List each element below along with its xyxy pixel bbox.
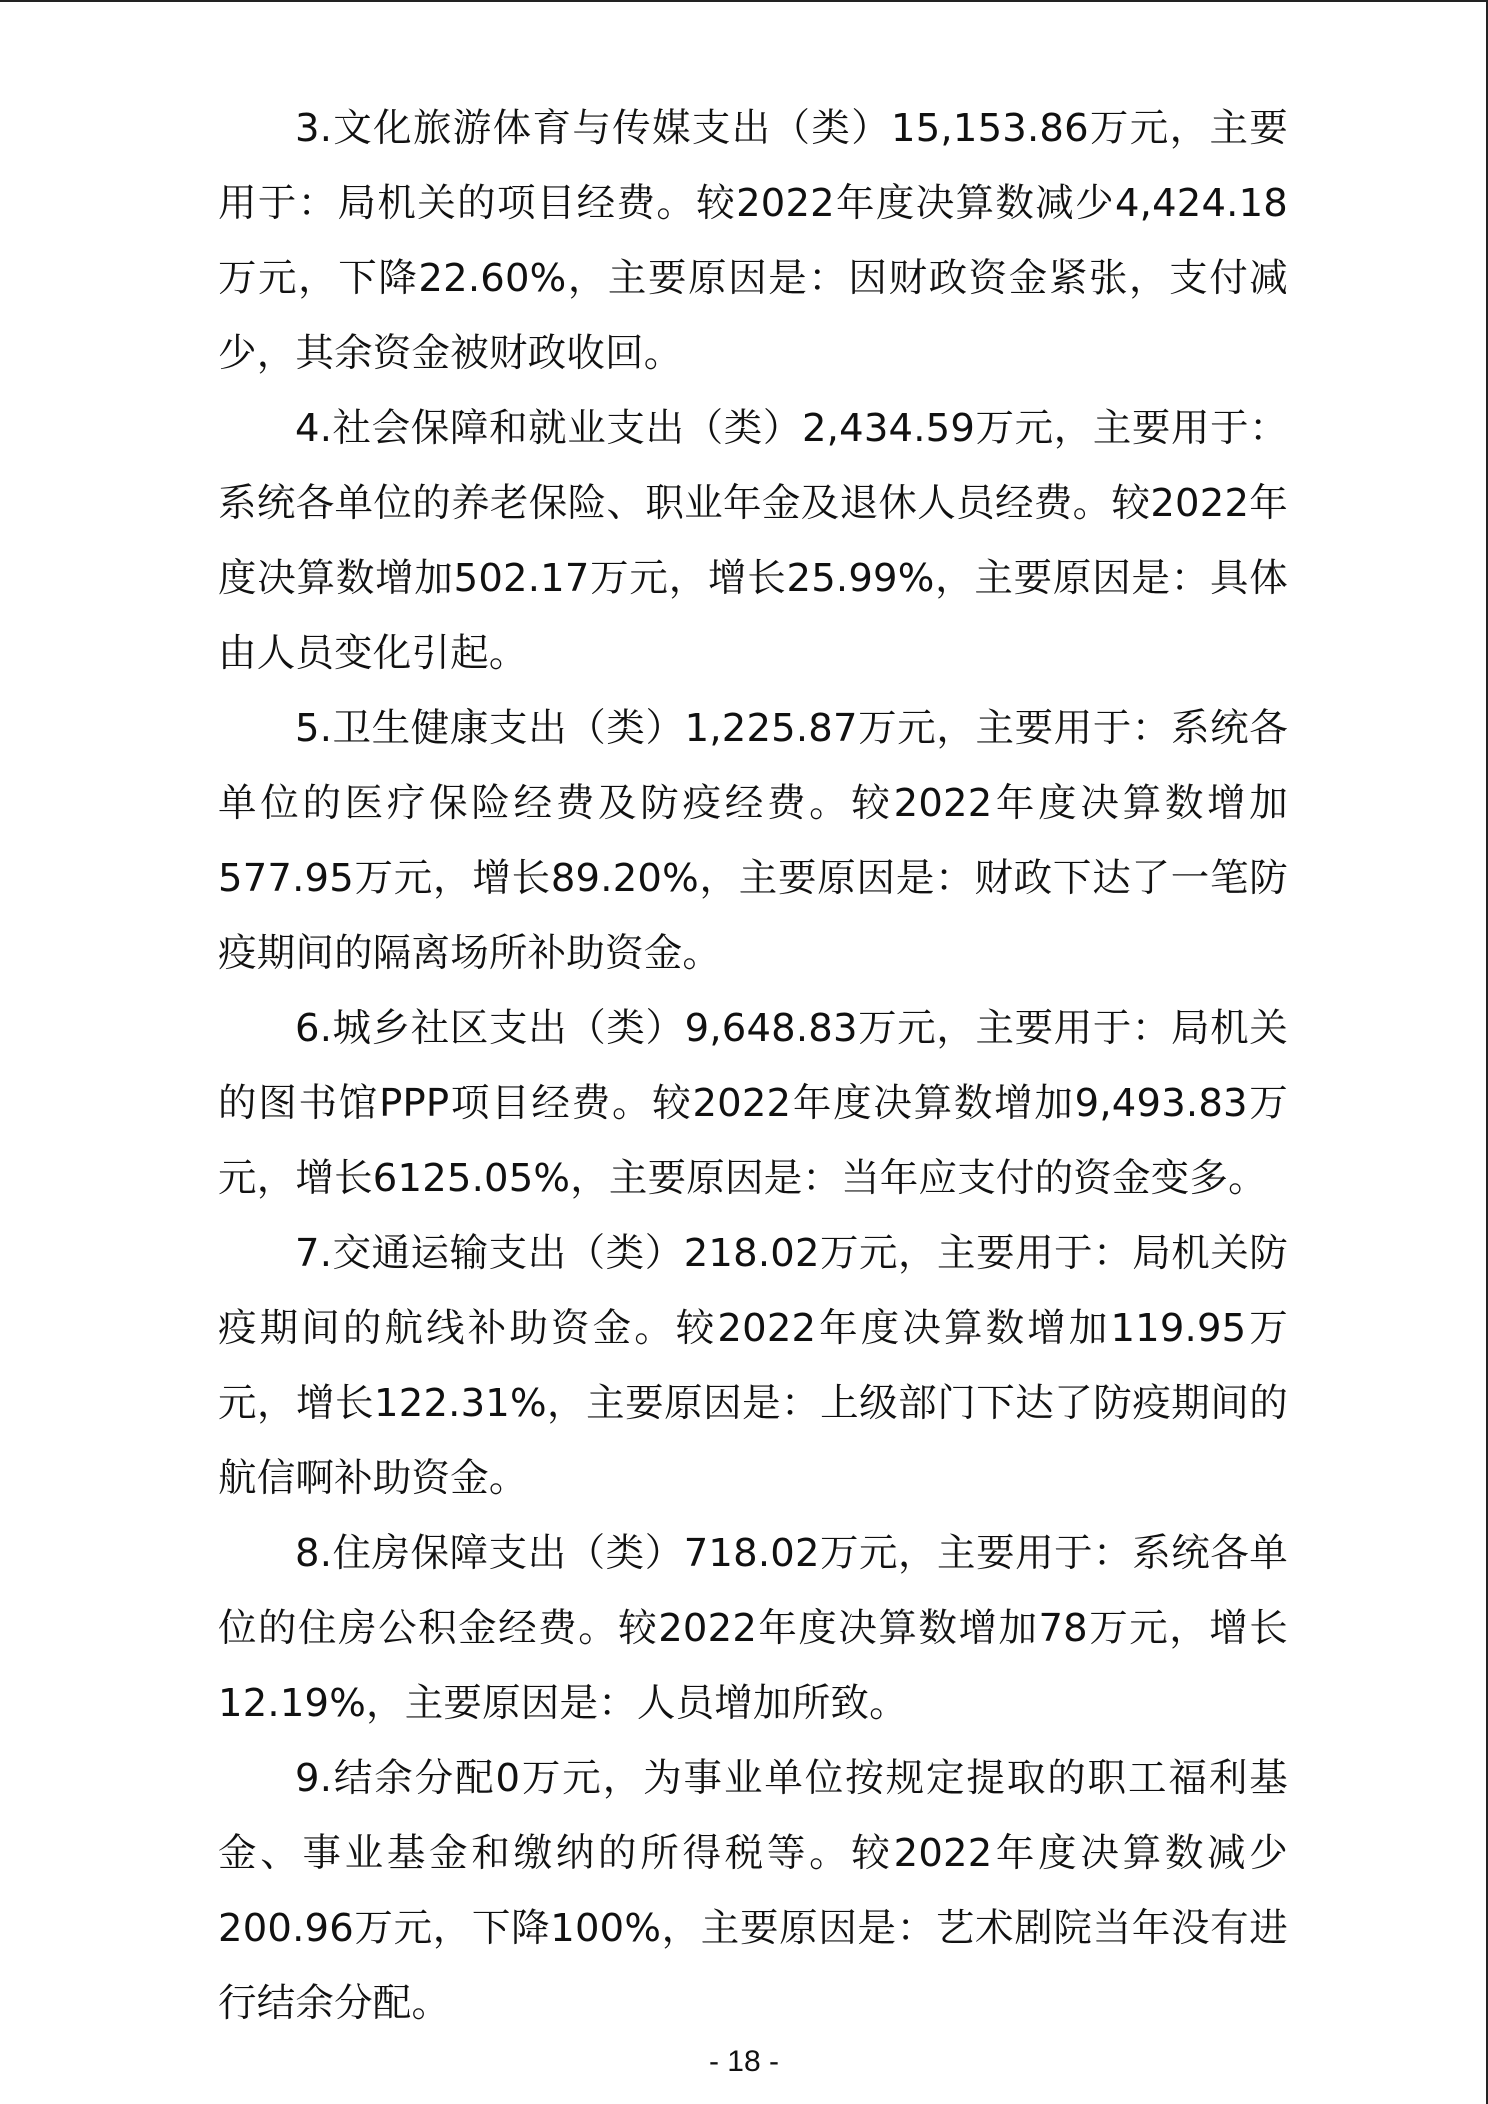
paragraph-surplus-distribution: 9.结余分配0万元，为事业单位按规定提取的职工福利基金、事业基金和缴纳的所得税等。较2022年度决算数减少200.96万元，下降100%，主要原因是：艺术剧院当年没有进行结余分配。 bbox=[218, 1756, 1288, 2026]
paragraph-social-security-expenditure: 4.社会保障和就业支出（类）2,434.59万元，主要用于：系统各单位的养老保险、职业年金及退休人员经费。较2022年度决算数增加502.17万元，增长25.99%，主要原因是：具体由人员变化引起。 bbox=[218, 406, 1288, 676]
paragraph-culture-tourism-expenditure: 3.文化旅游体育与传媒支出（类）15,153.86万元，主要用于：局机关的项目经费。较2022年度决算数减少4,424.18万元，下降22.60%，主要原因是：因财政资金紧张，支付减少，其余资金被财政收回。 bbox=[218, 106, 1288, 376]
paragraph-health-expenditure: 5.卫生健康支出（类）1,225.87万元，主要用于：系统各单位的医疗保险经费及防疫经费。较2022年度决算数增加577.95万元，增长89.20%，主要原因是：财政下达了一笔防疫期间的隔离场所补助资金。 bbox=[218, 706, 1288, 976]
paragraph-transportation-expenditure: 7.交通运输支出（类）218.02万元，主要用于：局机关防疫期间的航线补助资金。较2022年度决算数增加119.95万元，增长122.31%，主要原因是：上级部门下达了防疫期间的航信啊补助资金。 bbox=[218, 1231, 1288, 1501]
paragraph-housing-security-expenditure: 8.住房保障支出（类）718.02万元，主要用于：系统各单位的住房公积金经费。较2022年度决算数增加78万元，增长12.19%，主要原因是：人员增加所致。 bbox=[218, 1531, 1288, 1726]
page-top-border bbox=[0, 0, 1488, 2]
paragraph-urban-rural-community-expenditure: 6.城乡社区支出（类）9,648.83万元，主要用于：局机关的图书馆PPP项目经费。较2022年度决算数增加9,493.83万元，增长6125.05%，主要原因是：当年应支付的资金变多。 bbox=[218, 1006, 1288, 1201]
document-body bbox=[218, 91, 1288, 2041]
page-number: - 18 - bbox=[708, 2045, 780, 2078]
